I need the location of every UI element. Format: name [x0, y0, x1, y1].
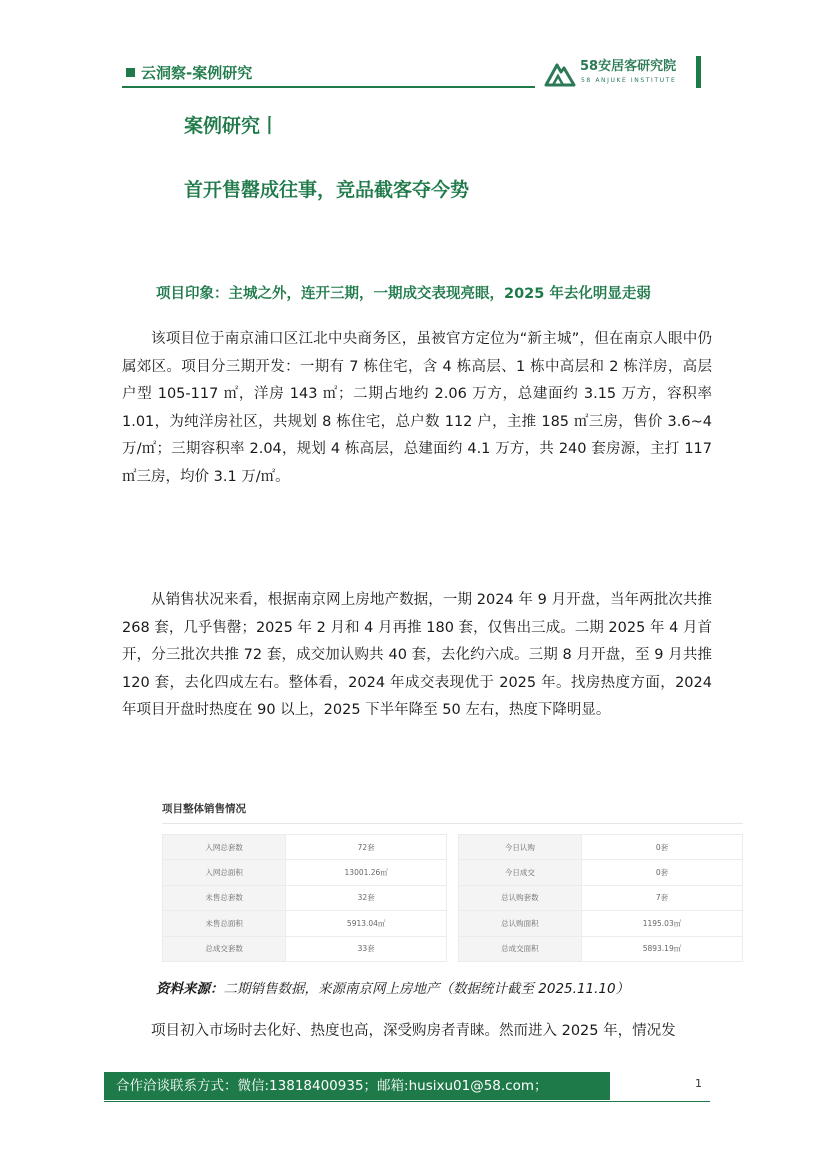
table-row	[163, 860, 743, 885]
header-accent-bar	[696, 56, 701, 88]
paragraph-sales-status: 从销售状况来看，根据南京网上房地产数据，一期 2024 年 9 月开盘，当年两批次共推 268 套，几乎售罄；2025 年 2 月和 4 月再推 180 套，仅售出三成。二期 2025 年 4 月首开，分三批次共推 72 套，成交加认购共 40 套，去化约六成。三期 8 月开盘，至 9 月共推 120 套，去化四成左右。整体看，2024 年成交表现优于 2025 年。找房热度方面，2024 年项目开盘时热度在 90 以上，2025 下半年降至 50 左右，热度下降明显。	[122, 592, 712, 718]
logo-text-cn: 58安居客研究院	[580, 59, 677, 74]
table-value: 33套	[286, 936, 447, 961]
section-label: 案例研究丨	[184, 115, 280, 137]
table-value: 5893.19㎡	[581, 936, 742, 961]
table-key: 今日成交	[458, 860, 581, 885]
table-key: 总成交套数	[163, 936, 286, 961]
page-header	[0, 0, 826, 100]
table-row	[163, 885, 743, 910]
sales-table	[162, 834, 743, 962]
table-key: 总认购面积	[458, 911, 581, 936]
table-value: 0套	[581, 860, 742, 885]
subheading: 项目印象：主城之外，连开三期，一期成交表现亮眼，2025 年去化明显走弱	[156, 286, 651, 302]
table-gap	[447, 835, 459, 860]
table-row	[163, 835, 743, 860]
table-row	[163, 936, 743, 961]
table-title: 项目整体销售情况	[162, 803, 246, 815]
table-value: 72套	[286, 835, 447, 860]
logo-mountain-icon	[544, 59, 576, 87]
footer-contact: 合作洽谈联系方式：微信:13818400935；邮箱:husixu01@58.com；	[116, 1078, 548, 1094]
table-key: 入网总面积	[163, 860, 286, 885]
table-gap	[447, 911, 459, 936]
main-title: 首开售罄成往事，竞品截客夺今势	[184, 179, 470, 201]
footer-rule	[104, 1101, 710, 1102]
paragraph-market-change: 项目初入市场时去化好、热度也高，深受购房者青睐。然而进入 2025 年，情况发	[151, 1023, 676, 1039]
table-key: 入网总套数	[163, 835, 286, 860]
header-square-icon	[126, 68, 135, 77]
table-value: 0套	[581, 835, 742, 860]
table-value: 5913.04㎡	[286, 911, 447, 936]
table-value: 7套	[581, 885, 742, 910]
source-label: 资料来源：	[156, 981, 224, 997]
source-note	[156, 977, 629, 997]
table-gap	[447, 860, 459, 885]
page-number: 1	[695, 1077, 702, 1090]
source-text: 二期销售数据，来源南京网上房地产（数据统计截至 2025.11.10）	[223, 981, 630, 997]
table-key: 总认购套数	[458, 885, 581, 910]
table-value: 13001.26㎡	[286, 860, 447, 885]
table-value: 1195.03㎡	[581, 911, 742, 936]
table-value: 32套	[286, 885, 447, 910]
logo	[544, 58, 704, 90]
table-key: 总成交面积	[458, 936, 581, 961]
header-rule	[122, 86, 535, 88]
table-key: 未售总套数	[163, 885, 286, 910]
table-gap	[447, 936, 459, 961]
paragraph-project-overview: 该项目位于南京浦口区江北中央商务区，虽被官方定位为“新主城”，但在南京人眼中仍属郊区。项目分三期开发：一期有 7 栋住宅，含 4 栋高层、1 栋中高层和 2 栋洋房，高层户型 105-117 ㎡，洋房 143 ㎡；二期占地约 2.06 万方，总建面约 3.15 万方，容积率 1.01，为纯洋房社区，共规划 8 栋住宅，总户数 112 户，主推 185 ㎡三房，售价 3.6~4 万/㎡；三期容积率 2.04，规划 4 栋高层，总建面约 4.1 万方，共 240 套房源，主打 117 ㎡三房，均价 3.1 万/㎡。	[122, 331, 712, 485]
table-row	[163, 911, 743, 936]
table-key: 今日认购	[458, 835, 581, 860]
table-key: 未售总面积	[163, 911, 286, 936]
header-title: 云洞察-案例研究	[141, 64, 253, 82]
table-title-rule	[162, 823, 743, 824]
logo-text-en: 58 ANJUKE INSTITUTE	[581, 77, 677, 84]
table-gap	[447, 885, 459, 910]
